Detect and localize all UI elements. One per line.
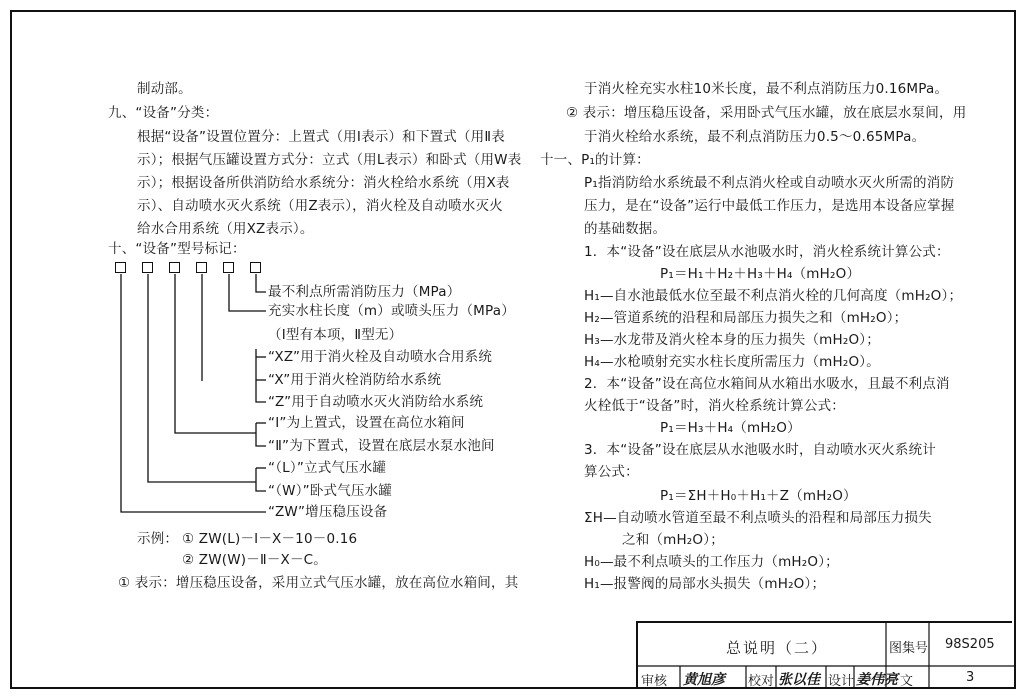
formula-2: P₁＝H₃＋H₄（mH₂O） xyxy=(660,420,801,436)
label-zw-device: “ZW”增压稳压设备 xyxy=(268,504,388,520)
review-label: 审核 xyxy=(641,674,668,689)
section-10-heading: 十、“设备”型号标记： xyxy=(108,241,246,257)
label-xz-system: “XZ”用于消火栓及自动喷水合用系统 xyxy=(268,349,493,365)
right-line-14: 2．本“设备”设在高位水箱间从水箱出水吸水，且最不利点消 xyxy=(584,376,950,392)
left-line-4: 示）；根据气压罐设置方式分：立式（用L表示）和卧式（用W表 xyxy=(137,152,522,168)
label-type-note: （Ⅰ型有本项，Ⅱ型无） xyxy=(268,327,403,343)
label-min-pressure: 最不利点所需消防压力（MPa） xyxy=(268,284,461,300)
right-line-2: ② 表示：增压稳压设备，采用卧式气压水罐，放在底层水泵间，用 xyxy=(566,105,967,121)
label-upper-type: “Ⅰ”为上置式，设置在高位水箱间 xyxy=(268,415,465,431)
title-block xyxy=(636,621,1012,687)
example-label: 示例： xyxy=(137,531,179,547)
section-9-heading: 九、“设备”分类： xyxy=(108,105,219,121)
right-line-18: 算公式： xyxy=(584,464,639,480)
example-2: ② ZW(W)－Ⅱ－X－C。 xyxy=(182,552,327,568)
right-line-22: H₀—最不利点喷头的工作压力（mH₂O）； xyxy=(584,554,839,570)
right-line-12: H₃—水龙带及消火栓本身的压力损失（mH₂O）； xyxy=(584,332,880,348)
label-z-system: “Z”用于自动喷水灭火消防给水系统 xyxy=(268,394,484,410)
left-line-7: 给水合用系统（用XZ表示）。 xyxy=(137,221,314,237)
left-line-6: 示）、自动喷水灭火系统（用Z表示），消火栓及自动喷水灭火 xyxy=(137,198,503,214)
right-line-23: H₁—报警阀的局部水头损失（mH₂O）； xyxy=(584,576,826,592)
right-line-11: H₂—管道系统的沿程和局部压力损失之和（mH₂O）； xyxy=(584,310,908,326)
right-line-15: 火栓低于“设备”时，消火栓系统计算公式： xyxy=(584,398,845,414)
atlas-number: 98S205 xyxy=(945,637,995,652)
label-lower-type: “Ⅱ”为下置式，设置在底层水泵水池间 xyxy=(268,438,495,454)
section-11-heading: 十一、P₁的计算： xyxy=(540,152,650,168)
atlas-label: 图集号 xyxy=(889,641,929,656)
right-line-8: 1．本“设备”设在底层从水池吸水时，消火栓系统计算公式： xyxy=(584,244,950,260)
label-water-column: 充实水柱长度（m）或喷头压力（MPa） xyxy=(268,303,515,319)
right-line-6: 压力，是在“设备”运行中最低工作压力，是选用本设备应掌握 xyxy=(584,198,955,214)
check-label: 校对 xyxy=(748,674,775,689)
check-signature: 张以佳 xyxy=(778,672,820,688)
left-line-3: 根据“设备”设置位置分：上置式（用Ⅰ表示）和下置式（用Ⅱ表 xyxy=(137,129,505,145)
left-line-5: 示）；根据设备所供消防给水系统分：消火栓给水系统（用X表 xyxy=(137,175,510,191)
left-line-1: 制动部。 xyxy=(137,81,192,97)
right-line-10: H₁—自水池最低水位至最不利点消火栓的几何高度（mH₂O）； xyxy=(584,288,963,304)
label-horizontal-tank: “（W）”卧式气压水罐 xyxy=(268,483,393,499)
example-note-1: ① 表示：增压稳压设备，采用立式气压水罐，放在高位水箱间，其 xyxy=(118,575,519,591)
design-signature: 姜伟亮 xyxy=(856,672,898,688)
right-line-13: H₄—水枪喷射充实水柱长度所需压力（mH₂O）。 xyxy=(584,354,880,370)
text-label: 文 xyxy=(900,674,914,689)
page-number: 3 xyxy=(966,670,975,685)
formula-3: P₁＝ΣH＋H₀＋H₁＋Z（mH₂O） xyxy=(660,488,857,504)
title-block-title: 总说明（二） xyxy=(726,639,829,657)
right-line-17: 3．本“设备”设在底层从水池吸水时，自动喷水灭火系统计 xyxy=(584,442,936,458)
review-signature: 黄旭彦 xyxy=(683,672,725,688)
label-vertical-tank: “（L）”立式气压水罐 xyxy=(268,460,387,476)
right-line-3: 于消火栓给水系统，最不利点消防压力0.5～0.65MPa。 xyxy=(584,129,926,145)
right-line-1: 于消火栓充实水柱10米长度，最不利点消防压力0.16MPa。 xyxy=(584,81,949,97)
label-x-system: “X”用于消火栓消防给水系统 xyxy=(268,372,442,388)
right-line-21: 之和（mH₂O）； xyxy=(622,532,724,548)
formula-1: P₁＝H₁＋H₂＋H₃＋H₄（mH₂O） xyxy=(660,266,861,282)
example-1: ① ZW(L)－Ⅰ－X－10－0.16 xyxy=(182,531,358,547)
design-label: 设计 xyxy=(828,674,855,689)
right-line-5: P₁指消防给水系统最不利点消火栓或自动喷水灭火所需的消防 xyxy=(584,175,955,191)
right-line-7: 的基础数据。 xyxy=(584,221,667,237)
right-line-20: ΣH—自动喷水管道至最不利点喷头的沿程和局部压力损失 xyxy=(584,510,932,526)
